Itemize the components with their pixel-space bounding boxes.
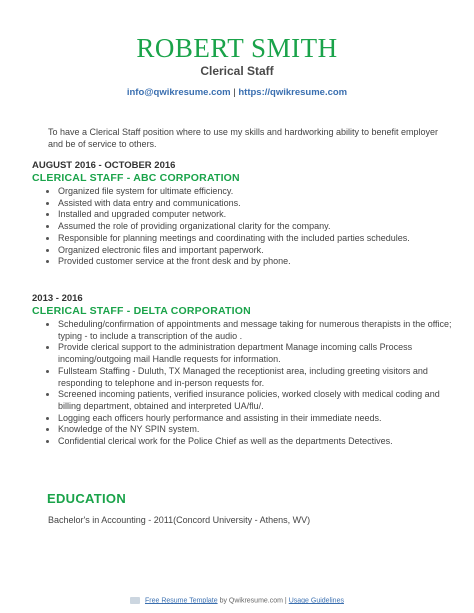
education-heading: EDUCATION	[47, 491, 127, 506]
candidate-role: Clerical Staff	[200, 64, 274, 78]
job-entry-abc	[32, 160, 452, 268]
free-template-link[interactable]: Free Resume Template	[144, 597, 218, 605]
footer	[0, 597, 474, 604]
job-bullet: • Assisted with data entry and communications.	[58, 198, 452, 210]
job-bullet: • Provided customer service at the front desk and by phone.	[58, 256, 452, 268]
website-link[interactable]: https://qwikresume.com	[238, 87, 348, 98]
job-bullet: • Scheduling/confirmation of appointments and message taking for numerous therapists in the office; typing - to include a transcription of the audio .	[58, 319, 452, 342]
job-bullet: • Provide clerical support to the administration department Manage incoming calls Process incoming/outgoing mail Handle requests for information.	[58, 342, 452, 365]
resume-logo-icon	[130, 597, 140, 604]
job-bullet: • Logging each officers hourly performance and assisting in their immediate needs.	[58, 413, 452, 425]
education-entry: Bachelor's in Accounting - 2011(Concord University - Athens, WV)	[48, 515, 311, 525]
job-entry-delta	[32, 293, 452, 448]
usage-guidelines-link[interactable]: Usage Guidelines	[288, 597, 344, 605]
job-bullets	[32, 319, 452, 448]
job-bullet: • Organized electronic files and important paperwork.	[58, 245, 452, 257]
contact-separator: |	[233, 87, 236, 98]
job-bullet: • Responsible for planning meetings and coordinating with the included parties schedules.	[58, 233, 452, 245]
email-link[interactable]: info@qwikresume.com	[126, 87, 231, 98]
job-bullet: • Knowledge of the NY SPIN system.	[58, 424, 452, 436]
job-title: CLERICAL STAFF - ABC CORPORATION	[32, 172, 240, 184]
job-bullet: • Screened incoming patients, verified insurance policies, worked closely with medical coding and billing department, obtained and interpreted UA/flu/.	[58, 389, 452, 412]
job-bullets	[32, 186, 452, 268]
job-dates: AUGUST 2016 - OCTOBER 2016	[32, 160, 176, 171]
contact-line	[0, 87, 474, 98]
job-bullet: • Installed and upgraded computer network.	[58, 209, 452, 221]
summary-text: To have a Clerical Staff position where to use my skills and hardworking ability to benefit employer and be of service to others.	[48, 127, 439, 149]
candidate-name: ROBERT SMITH	[136, 33, 338, 63]
job-bullet: • Confidential clerical work for the Police Chief as well as the departments Detectives.	[58, 436, 452, 448]
job-title: CLERICAL STAFF - DELTA CORPORATION	[32, 305, 251, 317]
job-bullet: • Assumed the role of providing organizational clarity for the company.	[58, 221, 452, 233]
footer-by-text: by Qwikresume.com	[219, 597, 283, 605]
job-bullet: • Organized file system for ultimate efficiency.	[58, 186, 452, 198]
job-dates: 2013 - 2016	[32, 293, 83, 304]
job-bullet: • Fullsteam Staffing - Duluth, TX Managed the receptionist area, including greeting visitors and responding to telephone and in-person requests for.	[58, 366, 452, 389]
footer-separator: |	[284, 597, 287, 605]
